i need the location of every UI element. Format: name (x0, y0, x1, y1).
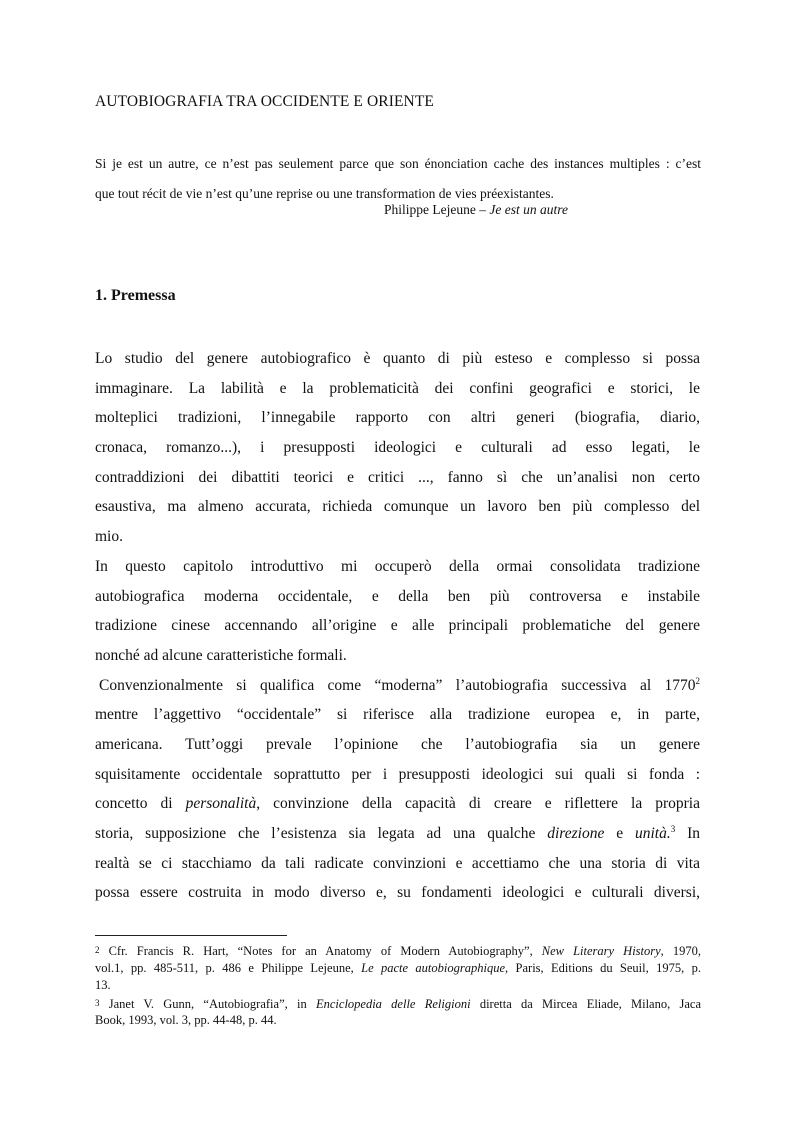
epigraph-line: Si je est un autre, ce n’est pas seulement parce que son énonciation cache des instances multiples : c’est (95, 156, 701, 171)
footnote-ref-3[interactable]: 3 (670, 824, 676, 834)
body-line: realtà se ci stacchiamo da tali radicate convinzioni e accettiamo che una storia di vita (95, 854, 700, 872)
footnotes (95, 942, 701, 1030)
epigraph-line: que tout récit de vie n’est qu’une reprise ou une transformation de vies préexistantes. (95, 185, 554, 201)
footnote-2-line: 13. (95, 978, 111, 992)
footnote-text: Janet V. Gunn, “Autobiografia”, in (99, 996, 316, 1011)
body-text (95, 344, 700, 908)
footnote-book: Le pacte autobiographique (361, 960, 506, 975)
body-line-text: , convinzione della capacità di creare e riflettere la propria (256, 795, 700, 813)
footnote-book: Enciclopedia delle Religioni (315, 996, 471, 1011)
body-line-text: concetto di (95, 795, 186, 813)
footnote-ref-2[interactable]: 2 (695, 675, 700, 686)
epigraph-work: Je est un autre (489, 202, 568, 217)
footnote-3-line (95, 995, 701, 1013)
footnote-journal: New Literary History (541, 944, 661, 958)
body-line: In questo capitolo introduttivo mi occuperò della ormai consolidata tradizione (95, 557, 700, 575)
body-line: possa essere costruita in modo diverso e, su fondamenti ideologici e culturali diversi, (95, 884, 700, 902)
body-line: esaustiva, ma almeno accurata, richieda comunque un lavoro ben più complesso del (95, 498, 700, 516)
body-line (95, 819, 700, 849)
footnote-3-line: Book, 1993, vol. 3, pp. 44-48, p. 44. (95, 1013, 277, 1027)
footnote-2-line (95, 960, 701, 978)
emphasis-unita: unità. (634, 825, 671, 842)
emphasis-direzione: direzione (547, 825, 605, 842)
footnote-divider (95, 935, 287, 936)
footnote-text: Cfr. Francis R. Hart, “Notes for an Anatomy of Modern Autobiography”, (99, 944, 542, 958)
body-line: cronaca, romanzo...), i presupposti ideologici e culturali ad esso legati, le (95, 439, 700, 457)
epigraph-author: Philippe Lejeune – (384, 202, 490, 217)
footnote-text: , Paris, Editions du Seuil, 1975, p. (505, 960, 701, 975)
section-heading: 1. Premessa (95, 287, 176, 304)
footnote-number: 3 (95, 997, 100, 1008)
body-line: squisitamente occidentale soprattutto per i presupposti ideologici sui quali si fonda : (95, 765, 700, 783)
body-line-text: In (675, 825, 700, 842)
body-line-text: e (604, 825, 635, 842)
body-line: molteplici tradizioni, l’innegabile rapporto con altri generi (biografia, diario, (95, 409, 700, 427)
body-line (95, 789, 700, 819)
body-line-text: storia, supposizione che l’esistenza sia legata ad una qualche (95, 825, 548, 842)
body-line: mentre l’aggettivo “occidentale” si riferisce alla tradizione europea e, in parte, (95, 706, 700, 724)
footnote-2-line (95, 942, 701, 960)
footnote-text: vol.1, pp. 485-511, p. 486 e Philippe Lejeune, (95, 960, 362, 975)
body-line: Lo studio del genere autobiografico è quanto di più esteso e complesso si possa (95, 350, 700, 367)
body-line: mio. (95, 528, 123, 546)
epigraph (95, 150, 701, 209)
body-line: americana. Tutt’oggi prevale l’opinione che l’autobiografia sia un genere (95, 735, 700, 753)
body-line: immaginare. La labilità e la problematicità dei confini geografici e storici, le (95, 379, 700, 397)
body-line: autobiografica moderna occidentale, e della ben più controversa e instabile (95, 587, 700, 605)
epigraph-attribution (384, 202, 568, 218)
footnote-text: , 1970, (660, 944, 702, 958)
footnote-text: diretta da Mircea Eliade, Milano, Jaca (470, 996, 701, 1011)
body-line: tradizione cinese accennando all’origine e alle principali problematiche del genere (95, 617, 700, 635)
body-line: nonché ad alcune caratteristiche formali. (95, 646, 347, 664)
body-line-text: Convenzionalmente si qualifica come “moderna” l’autobiografia successiva al 1770 (99, 676, 696, 694)
document-title: AUTOBIOGRAFIA TRA OCCIDENTE E ORIENTE (95, 93, 434, 110)
emphasis-personalita: personalità (185, 795, 257, 813)
body-line: contraddizioni dei dibattiti teorici e critici ..., fanno sì che un’analisi non certo (95, 468, 700, 486)
footnote-number: 2 (95, 945, 100, 955)
body-line (95, 671, 700, 701)
